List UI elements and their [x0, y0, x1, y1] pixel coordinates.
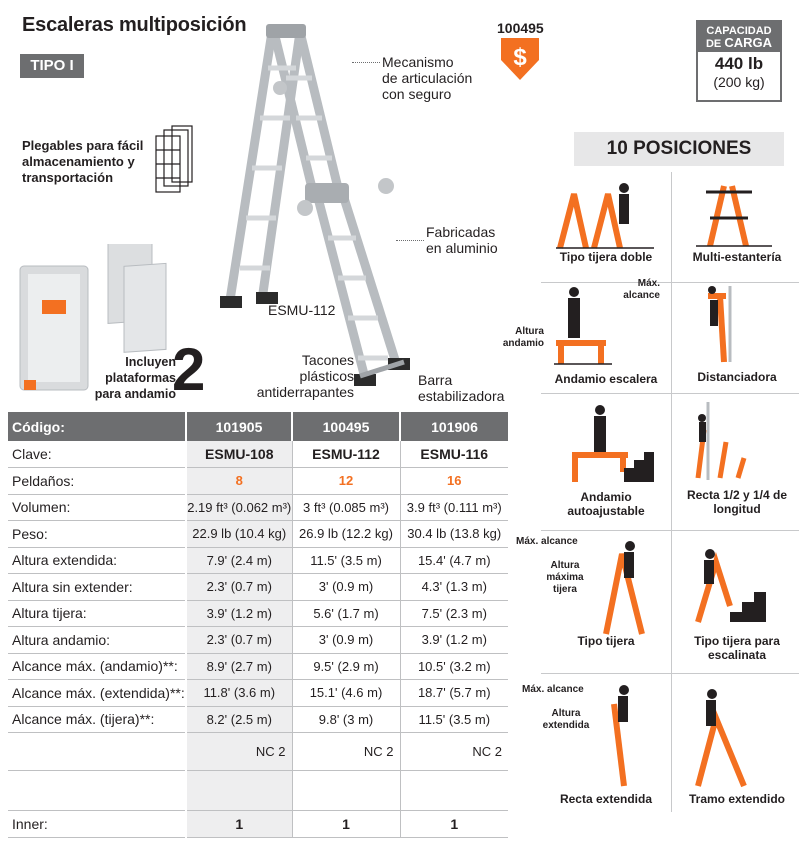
bar-line-1: Barra [418, 372, 453, 388]
row-label: Altura extendida: [8, 547, 186, 574]
position-label-2: Multi-estantería [692, 250, 782, 264]
aluminum-callout [426, 224, 526, 256]
product-code: 100495 [497, 20, 544, 36]
platforms-line-3: para andamio [94, 387, 176, 401]
self-adjusting-scaffold-icon [562, 404, 662, 484]
table-row [8, 600, 508, 627]
table-cell: 15.4' (4.7 m) [400, 547, 508, 574]
heels-line-1: Tacones [301, 352, 354, 368]
table-row-nc [8, 733, 508, 771]
platforms-line-1: Incluyen [125, 355, 176, 369]
max-reach-label-2: Máx. alcance [516, 536, 578, 547]
table-cell: 3.9 ft³ (0.111 m³) [400, 494, 508, 521]
table-row [8, 653, 508, 680]
table-cell: 7.5' (2.3 m) [400, 600, 508, 627]
table-cell: 3.9' (1.2 m) [186, 600, 292, 627]
table-header-row [8, 412, 508, 441]
nc-cell: NC 2 [292, 733, 400, 771]
platforms-line-2: plataformas [105, 371, 176, 385]
nc-cell: NC 2 [186, 733, 292, 771]
position-label-5: Andamio autoajustable [567, 490, 645, 518]
table-cell: 1 [400, 811, 508, 838]
row-label: Altura andamio: [8, 627, 186, 654]
row-label: Clave: [8, 441, 186, 468]
aluminum-line-2: en aluminio [426, 240, 498, 256]
spacer-cell [400, 771, 508, 811]
table-cell: 8.2' (2.5 m) [186, 706, 292, 733]
table-cell: 3 ft³ (0.085 m³) [292, 494, 400, 521]
capacity-label-carga: CARGA [724, 35, 772, 50]
row-label-empty [8, 733, 186, 771]
mechanism-line-1: Mecanismo [382, 54, 454, 70]
table-cell: 2.3' (0.7 m) [186, 574, 292, 601]
table-cell: 3' (0.9 m) [292, 627, 400, 654]
table-cell: ESMU-108 [186, 441, 292, 468]
aluminum-callout-line [396, 240, 424, 241]
stair-scissor-icon [690, 548, 770, 624]
heels-line-3: antiderrapantes [256, 384, 354, 400]
spacer-cell [8, 771, 186, 811]
table-cell: 4.3' (1.3 m) [400, 574, 508, 601]
capacity-box [696, 20, 782, 102]
foldable-line-1: Plegables para fácil [22, 138, 144, 153]
spacer-cell [186, 771, 292, 811]
capacity-value: 440 lb [714, 54, 764, 73]
max-reach-label-3: Máx. alcance [522, 684, 584, 695]
table-cell: 11.8' (3.6 m) [186, 680, 292, 707]
position-label-4: Distanciadora [697, 370, 777, 384]
table-row [8, 627, 508, 654]
table-cell: 2.19 ft³ (0.062 m³) [186, 494, 292, 521]
table-cell: 10.5' (3.2 m) [400, 653, 508, 680]
table-row [8, 547, 508, 574]
row-label: Peso: [8, 521, 186, 548]
table-row-inner [8, 811, 508, 838]
row-label: Altura tijera: [8, 600, 186, 627]
scissor-icon [600, 540, 660, 636]
table-cell: 8.9' (2.7 m) [186, 653, 292, 680]
shelving-icon [696, 178, 776, 250]
table-cell: 7.9' (2.4 m) [186, 547, 292, 574]
table-row [8, 706, 508, 733]
position-label-6: Recta 1/2 y 1/4 de longitud [686, 488, 788, 516]
aluminum-line-1: Fabricadas [426, 224, 496, 240]
position-label-1: Tipo tijera doble [559, 250, 653, 264]
row-label: Altura sin extender: [8, 574, 186, 601]
mechanism-callout [382, 54, 502, 102]
position-label-3: Andamio escalera [554, 372, 658, 386]
folded-ladder-icon [152, 124, 196, 196]
table-row [8, 521, 508, 548]
page-title: Escaleras multiposición [22, 14, 247, 36]
heels-callout [224, 352, 354, 400]
capacity-label-de: DE [705, 38, 725, 50]
scaffold-height-label: Altura andamio [502, 326, 544, 349]
table-cell: 22.9 lb (10.4 kg) [186, 521, 292, 548]
mechanism-callout-line [352, 62, 380, 63]
table-cell: 11.5' (3.5 m) [292, 547, 400, 574]
row-label: Alcance máx. (extendida)**: [8, 680, 186, 707]
max-reach-label-1: Máx. alcance [623, 278, 660, 301]
tipo-badge: TIPO I [20, 54, 84, 78]
standoff-icon [696, 286, 756, 366]
ladder-scaffold-icon [554, 284, 614, 368]
spacer-cell [292, 771, 400, 811]
table-cell: 16 [400, 468, 508, 495]
mechanism-line-2: de articulación [382, 70, 473, 86]
mechanism-line-3: con seguro [382, 86, 452, 102]
table-row [8, 441, 508, 468]
table-row [8, 468, 508, 495]
row-label: Volumen: [8, 494, 186, 521]
table-cell: 9.5' (2.9 m) [292, 653, 400, 680]
table-row [8, 574, 508, 601]
table-cell: 30.4 lb (13.8 kg) [400, 521, 508, 548]
table-row-spacer [8, 771, 508, 811]
extended-height-label: Altura extendida [542, 708, 590, 731]
table-cell: 18.7' (5.7 m) [400, 680, 508, 707]
foldable-line-2: almacenamiento y [22, 154, 135, 169]
platforms-count: 2 [172, 336, 206, 403]
row-label: Inner: [8, 811, 186, 838]
table-cell: 11.5' (3.5 m) [400, 706, 508, 733]
table-cell: 12 [292, 468, 400, 495]
row-label: Peldaños: [8, 468, 186, 495]
position-label-7: Tipo tijera [577, 634, 635, 648]
price-icon [497, 38, 543, 82]
platforms-callout [86, 354, 176, 402]
table-cell: 5.6' (1.7 m) [292, 600, 400, 627]
table-cell: 1 [186, 811, 292, 838]
table-cell: 15.1' (4.6 m) [292, 680, 400, 707]
table-cell: ESMU-116 [400, 441, 508, 468]
bar-line-2: estabilizadora [418, 388, 505, 404]
table-cell: 8 [186, 468, 292, 495]
header-code: Código: [8, 412, 186, 441]
table-cell: 2.3' (0.7 m) [186, 627, 292, 654]
extended-span-icon [692, 688, 762, 788]
positions-title: 10 POSICIONES [574, 132, 784, 166]
double-scissor-icon [556, 180, 656, 250]
max-scissor-height-label: Altura máxima tijera [546, 560, 584, 595]
heels-line-2: plásticos [299, 368, 354, 384]
table-cell: 3.9' (1.2 m) [400, 627, 508, 654]
table-cell: 3' (0.9 m) [292, 574, 400, 601]
header-col-3: 101906 [400, 412, 508, 441]
table-row [8, 680, 508, 707]
capacity-label: CAPACIDAD [706, 25, 772, 37]
model-label: ESMU-112 [268, 302, 336, 318]
table-row [8, 494, 508, 521]
row-label: Alcance máx. (tijera)**: [8, 706, 186, 733]
nc-cell: NC 2 [400, 733, 508, 771]
table-cell: 26.9 lb (12.2 kg) [292, 521, 400, 548]
table-cell: 1 [292, 811, 400, 838]
bar-callout [418, 372, 518, 404]
straight-half-icon [690, 402, 760, 482]
svg-text:$: $ [513, 44, 527, 71]
header-col-2: 100495 [292, 412, 400, 441]
position-label-8: Tipo tijera para escalinata [694, 634, 780, 662]
header-col-1: 101905 [186, 412, 292, 441]
foldable-callout [22, 138, 152, 186]
spec-table [8, 412, 508, 838]
table-cell: ESMU-112 [292, 441, 400, 468]
extended-straight-icon [600, 684, 650, 788]
position-label-9: Recta extendida [559, 792, 653, 806]
position-label-10: Tramo extendido [688, 792, 786, 806]
table-cell: 9.8' (3 m) [292, 706, 400, 733]
capacity-value-metric: (200 kg) [713, 74, 765, 90]
row-label: Alcance máx. (andamio)**: [8, 653, 186, 680]
foldable-line-3: transportación [22, 170, 114, 185]
